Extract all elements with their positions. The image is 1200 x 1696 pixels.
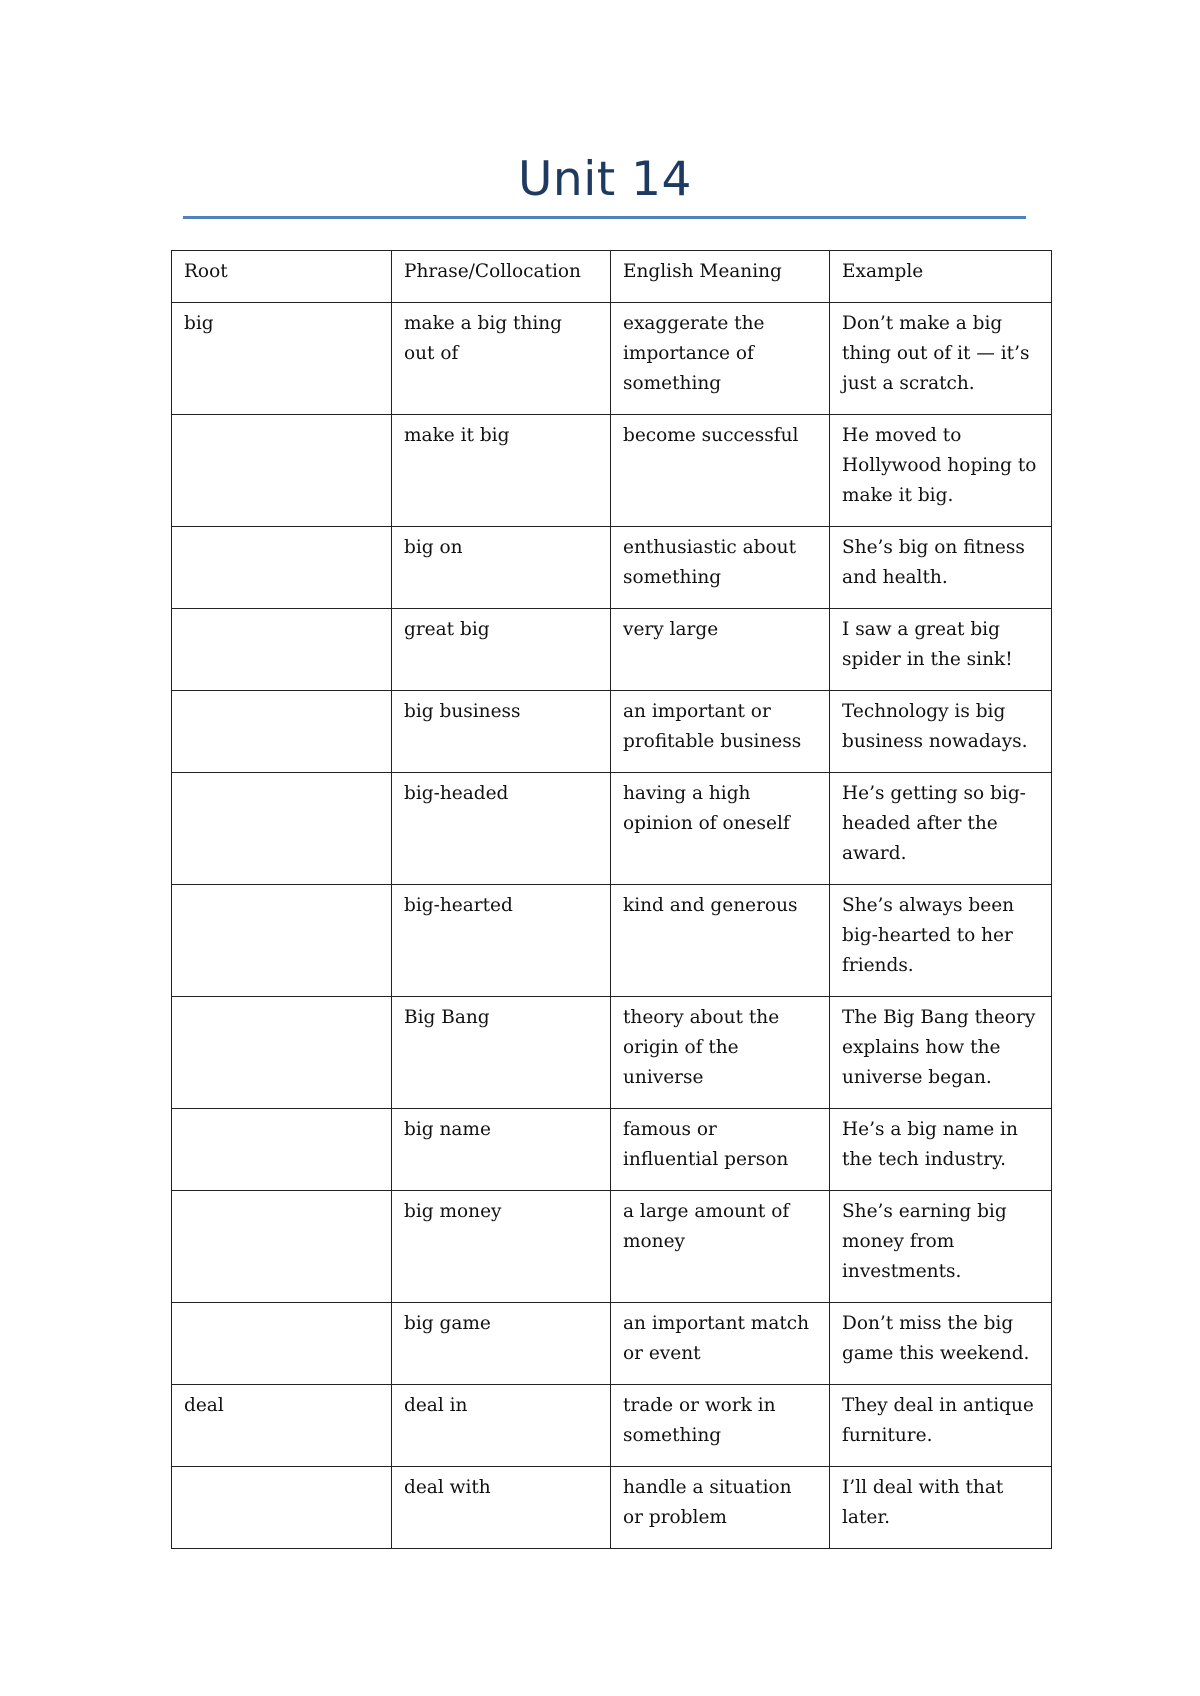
example-cell: He’s a big name in the tech industry. [830, 1109, 1052, 1191]
root-cell [172, 691, 392, 773]
phrase-cell: make a big thing out of [392, 303, 611, 415]
phrase-cell: big-hearted [392, 885, 611, 997]
phrase-cell: make it big [392, 415, 611, 527]
table-row [172, 997, 1052, 1109]
meaning-cell: kind and generous [611, 885, 830, 997]
example-cell: The Big Bang theory explains how the universe began. [830, 997, 1052, 1109]
header-cell-example: Example [830, 251, 1052, 303]
table-row [172, 527, 1052, 609]
phrase-cell: deal with [392, 1467, 611, 1549]
meaning-cell: handle a situation or problem [611, 1467, 830, 1549]
table-row [172, 1385, 1052, 1467]
meaning-cell: theory about the origin of the universe [611, 997, 830, 1109]
meaning-cell: having a high opinion of oneself [611, 773, 830, 885]
meaning-cell: an important match or event [611, 1303, 830, 1385]
example-cell: I’ll deal with that later. [830, 1467, 1052, 1549]
phrase-cell: big on [392, 527, 611, 609]
root-cell: big [172, 303, 392, 415]
root-cell [172, 997, 392, 1109]
example-cell: She’s big on fitness and health. [830, 527, 1052, 609]
root-cell [172, 1109, 392, 1191]
meaning-cell: a large amount of money [611, 1191, 830, 1303]
example-cell: I saw a great big spider in the sink! [830, 609, 1052, 691]
phrase-cell: big business [392, 691, 611, 773]
root-cell [172, 527, 392, 609]
example-cell: He moved to Hollywood hoping to make it big. [830, 415, 1052, 527]
table-row [172, 1467, 1052, 1549]
table-row [172, 1191, 1052, 1303]
meaning-cell: become successful [611, 415, 830, 527]
phrase-cell: great big [392, 609, 611, 691]
meaning-cell: very large [611, 609, 830, 691]
root-cell [172, 1467, 392, 1549]
root-cell [172, 609, 392, 691]
root-cell [172, 415, 392, 527]
table-row [172, 773, 1052, 885]
table-header-row [172, 251, 1052, 303]
phrase-cell: Big Bang [392, 997, 611, 1109]
title-underline [183, 216, 1026, 219]
meaning-cell: trade or work in something [611, 1385, 830, 1467]
phrase-cell: big money [392, 1191, 611, 1303]
example-cell: Don’t miss the big game this weekend. [830, 1303, 1052, 1385]
phrase-cell: big name [392, 1109, 611, 1191]
example-cell: She’s earning big money from investments. [830, 1191, 1052, 1303]
example-cell: Technology is big business nowadays. [830, 691, 1052, 773]
example-cell: He’s getting so big-headed after the award. [830, 773, 1052, 885]
page-title: Unit 14 [518, 152, 692, 207]
vocabulary-table [171, 250, 1052, 1549]
table-row [172, 609, 1052, 691]
example-cell: They deal in antique furniture. [830, 1385, 1052, 1467]
root-cell: deal [172, 1385, 392, 1467]
table-row [172, 1109, 1052, 1191]
meaning-cell: an important or profitable business [611, 691, 830, 773]
header-cell-meaning: English Meaning [611, 251, 830, 303]
table-row [172, 691, 1052, 773]
table-row [172, 303, 1052, 415]
phrase-cell: big game [392, 1303, 611, 1385]
phrase-cell: big-headed [392, 773, 611, 885]
meaning-cell: enthusiastic about something [611, 527, 830, 609]
phrase-cell: deal in [392, 1385, 611, 1467]
root-cell [172, 1303, 392, 1385]
meaning-cell: exaggerate the importance of something [611, 303, 830, 415]
table-row [172, 1303, 1052, 1385]
example-cell: She’s always been big-hearted to her friends. [830, 885, 1052, 997]
table-row [172, 415, 1052, 527]
root-cell [172, 885, 392, 997]
header-cell-phrase: Phrase/Collocation [392, 251, 611, 303]
example-cell: Don’t make a big thing out of it — it’s just a scratch. [830, 303, 1052, 415]
table-row [172, 885, 1052, 997]
meaning-cell: famous or influential person [611, 1109, 830, 1191]
header-cell-root: Root [172, 251, 392, 303]
root-cell [172, 773, 392, 885]
root-cell [172, 1191, 392, 1303]
